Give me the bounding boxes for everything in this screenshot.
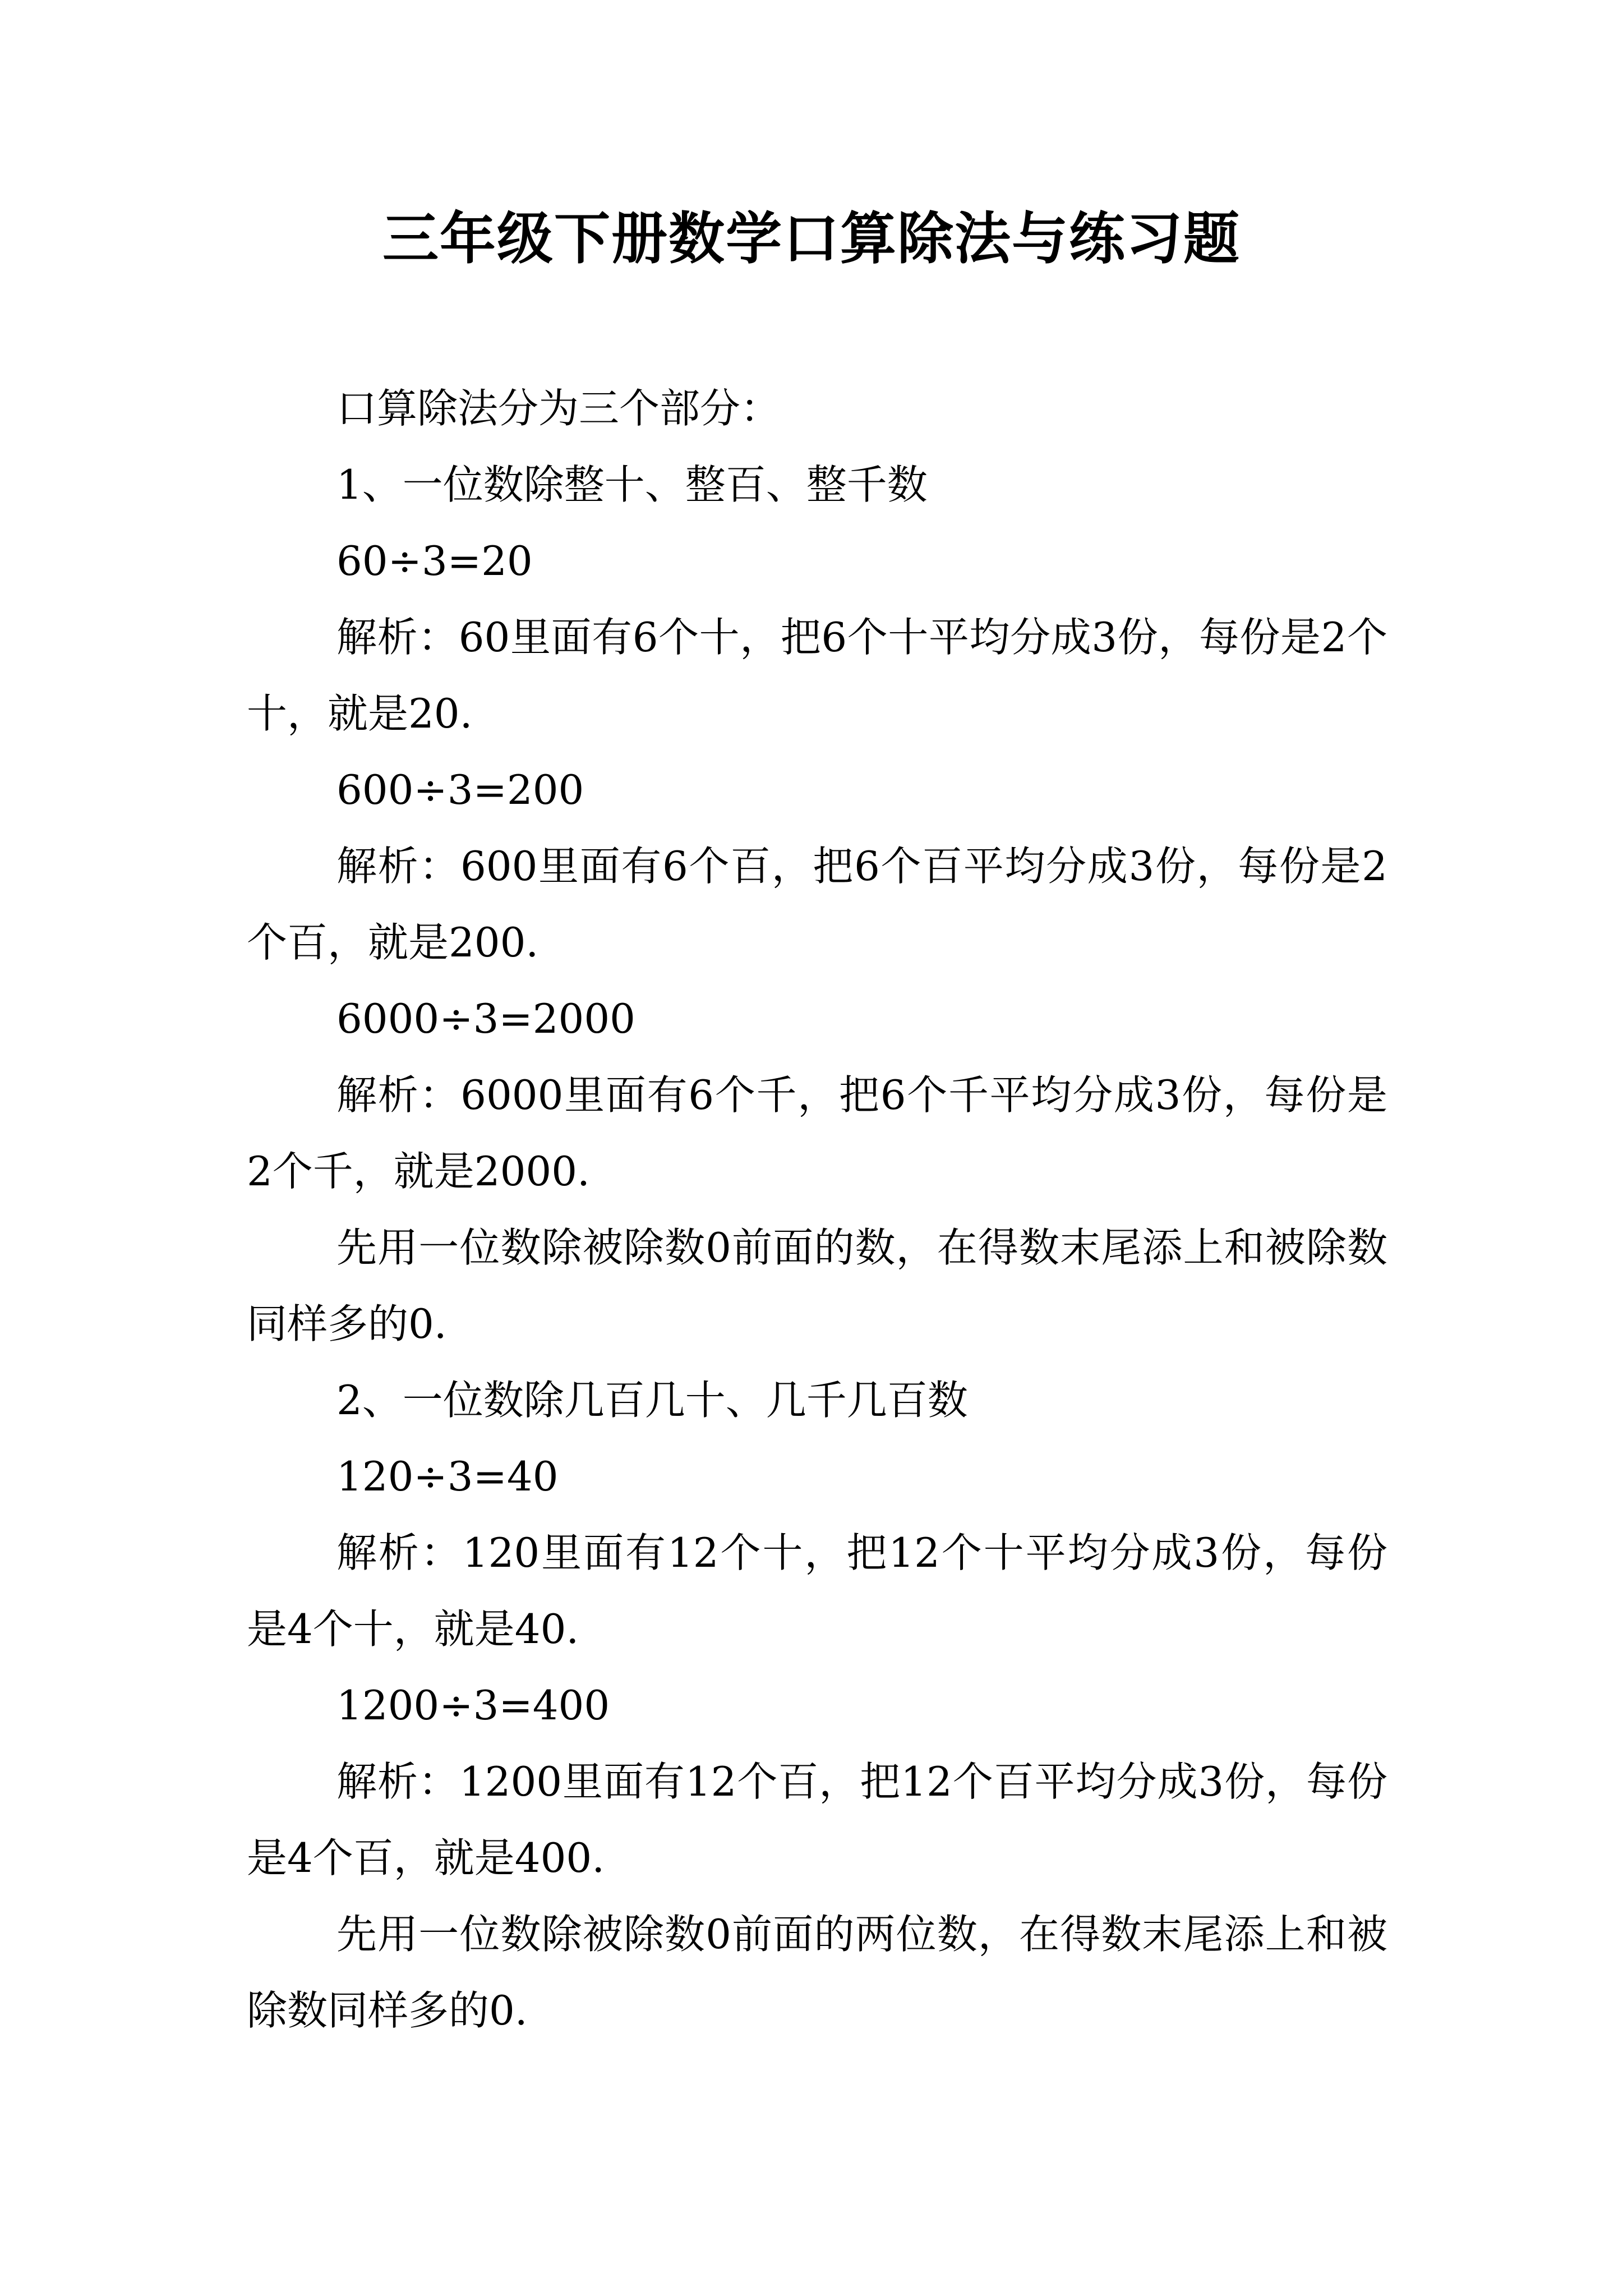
equation-3: 6000÷3=2000 [336,995,635,1042]
equation-2: 600÷3=200 [336,766,584,813]
equation-5: 1200÷3=400 [336,1682,610,1729]
equation-4: 120÷3=40 [336,1453,559,1500]
paragraph-intro: 口算除法分为三个部分： [336,385,781,432]
rule-2: 先用一位数除被除数0前面的两位数，在得数末尾添上和被除数同样多的0. [247,1911,1387,2034]
rule-1: 先用一位数除被除数0前面的数，在得数末尾添上和被除数同样多的0. [247,1224,1387,1347]
document-body [247,370,1387,2049]
explanation-1: 解析：60里面有6个十，把6个十平均分成3份，每份是2个十，就是20. [247,614,1387,737]
section-heading-1: 1、一位数除整十、整百、整千数 [336,461,928,508]
explanation-4: 解析：120里面有12个十，把12个十平均分成3份，每份是4个十，就是40. [247,1529,1387,1653]
document-title: 三年级下册数学口算除法与练习题 [382,205,1241,272]
explanation-2: 解析：600里面有6个百，把6个百平均分成3份，每份是2个百，就是200. [247,843,1387,966]
equation-1: 60÷3=20 [336,537,533,585]
explanation-5: 解析：1200里面有12个百，把12个百平均分成3份，每份是4个百，就是400. [247,1758,1387,1881]
explanation-3: 解析：6000里面有6个千，把6个千平均分成3份，每份是2个千，就是2000. [247,1071,1387,1195]
section-heading-2: 2、一位数除几百几十、几千几百数 [336,1377,968,1424]
